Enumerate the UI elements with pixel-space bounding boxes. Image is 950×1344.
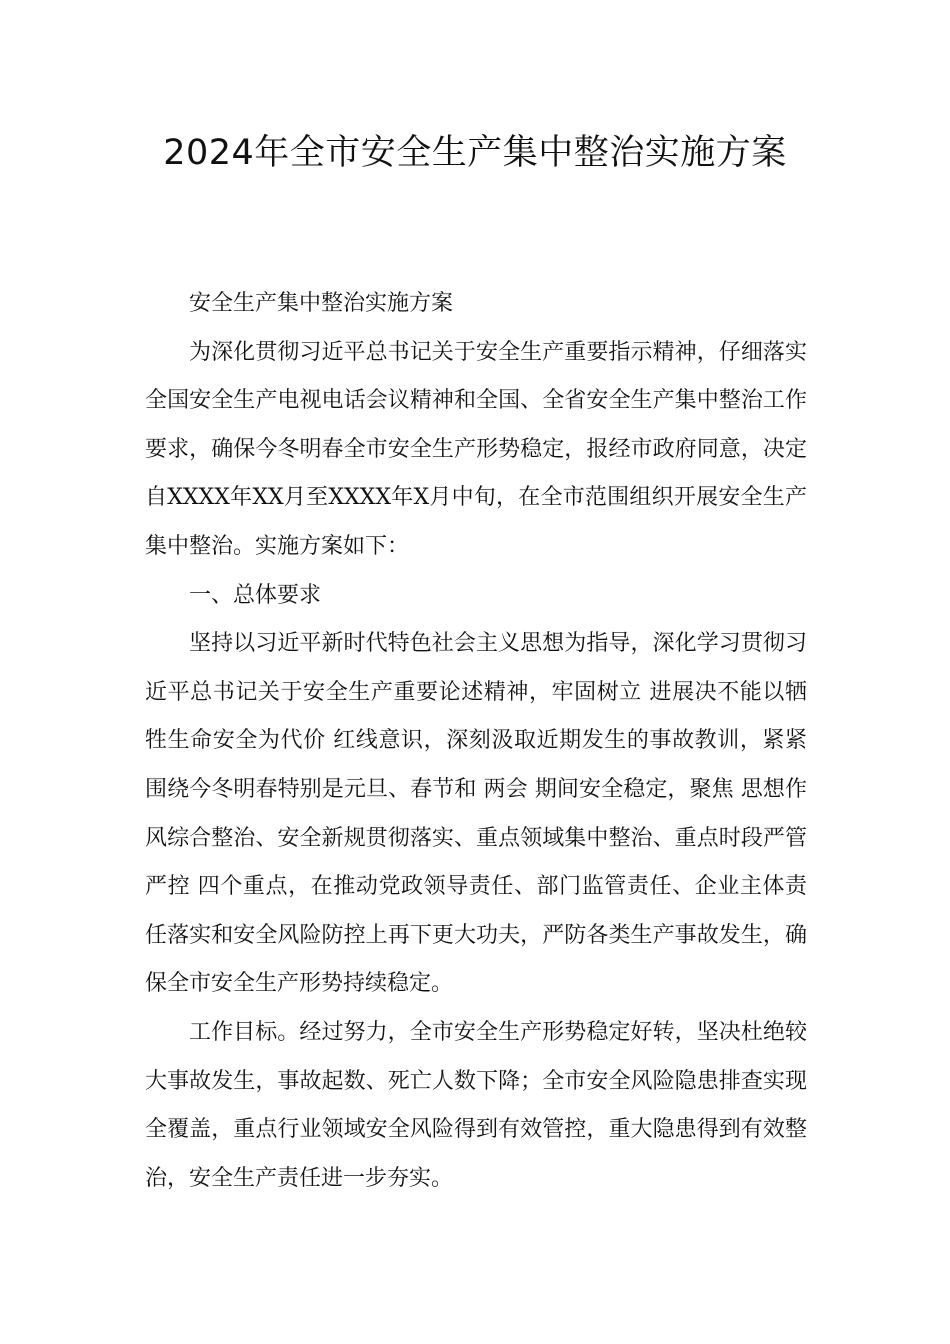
intro-paragraph: 为深化贯彻习近平总书记关于安全生产重要指示精神，仔细落实全国安全生产电视电话会议精神和全国、全省安全生产集中整治工作要求，确保今冬明春全市安全生产形势稳定，报经市政府同意，决定自XXXX年XX月至XXXX年X月中旬，在全市范围组织开展安全生产集中整治。实施方案如下： (145, 339, 807, 559)
document-title: 2024年全市安全生产集中整治实施方案 (163, 133, 787, 173)
work-goal-paragraph: 工作目标。经过努力，全市安全生产形势稳定好转，坚决杜绝较大事故发生，事故起数、死亡人数下降；全市安全风险隐患排查实现全覆盖，重点行业领域安全风险得到有效管控，重大隐患得到有效整治，安全生产责任进一步夯实。 (145, 1019, 807, 1191)
document-body (145, 280, 807, 1203)
general-requirements-paragraph: 坚持以习近平新时代特色社会主义思想为指导，深化学习贯彻习近平总书记关于安全生产重要论述精神，牢固树立 进展决不能以牺牲生命安全为代价 红线意识，深刻汲取近期发生的事故教训，紧紧围绕今冬明春特别是元旦、春节和 两会 期间安全稳定，聚焦 思想作风综合整治、安全新规贯彻落实、重点领域集中整治、重点时段严管严控 四个重点，在推动党政领导责任、部门监管责任、企业主体责任落实和安全风险防控上再下更大功夫，严防各类生产事故发生，确保全市安全生产形势持续稳定。 (145, 631, 807, 997)
section-heading-general-requirements: 一、总体要求 (189, 582, 322, 608)
document-subtitle: 安全生产集中整治实施方案 (189, 291, 454, 316)
